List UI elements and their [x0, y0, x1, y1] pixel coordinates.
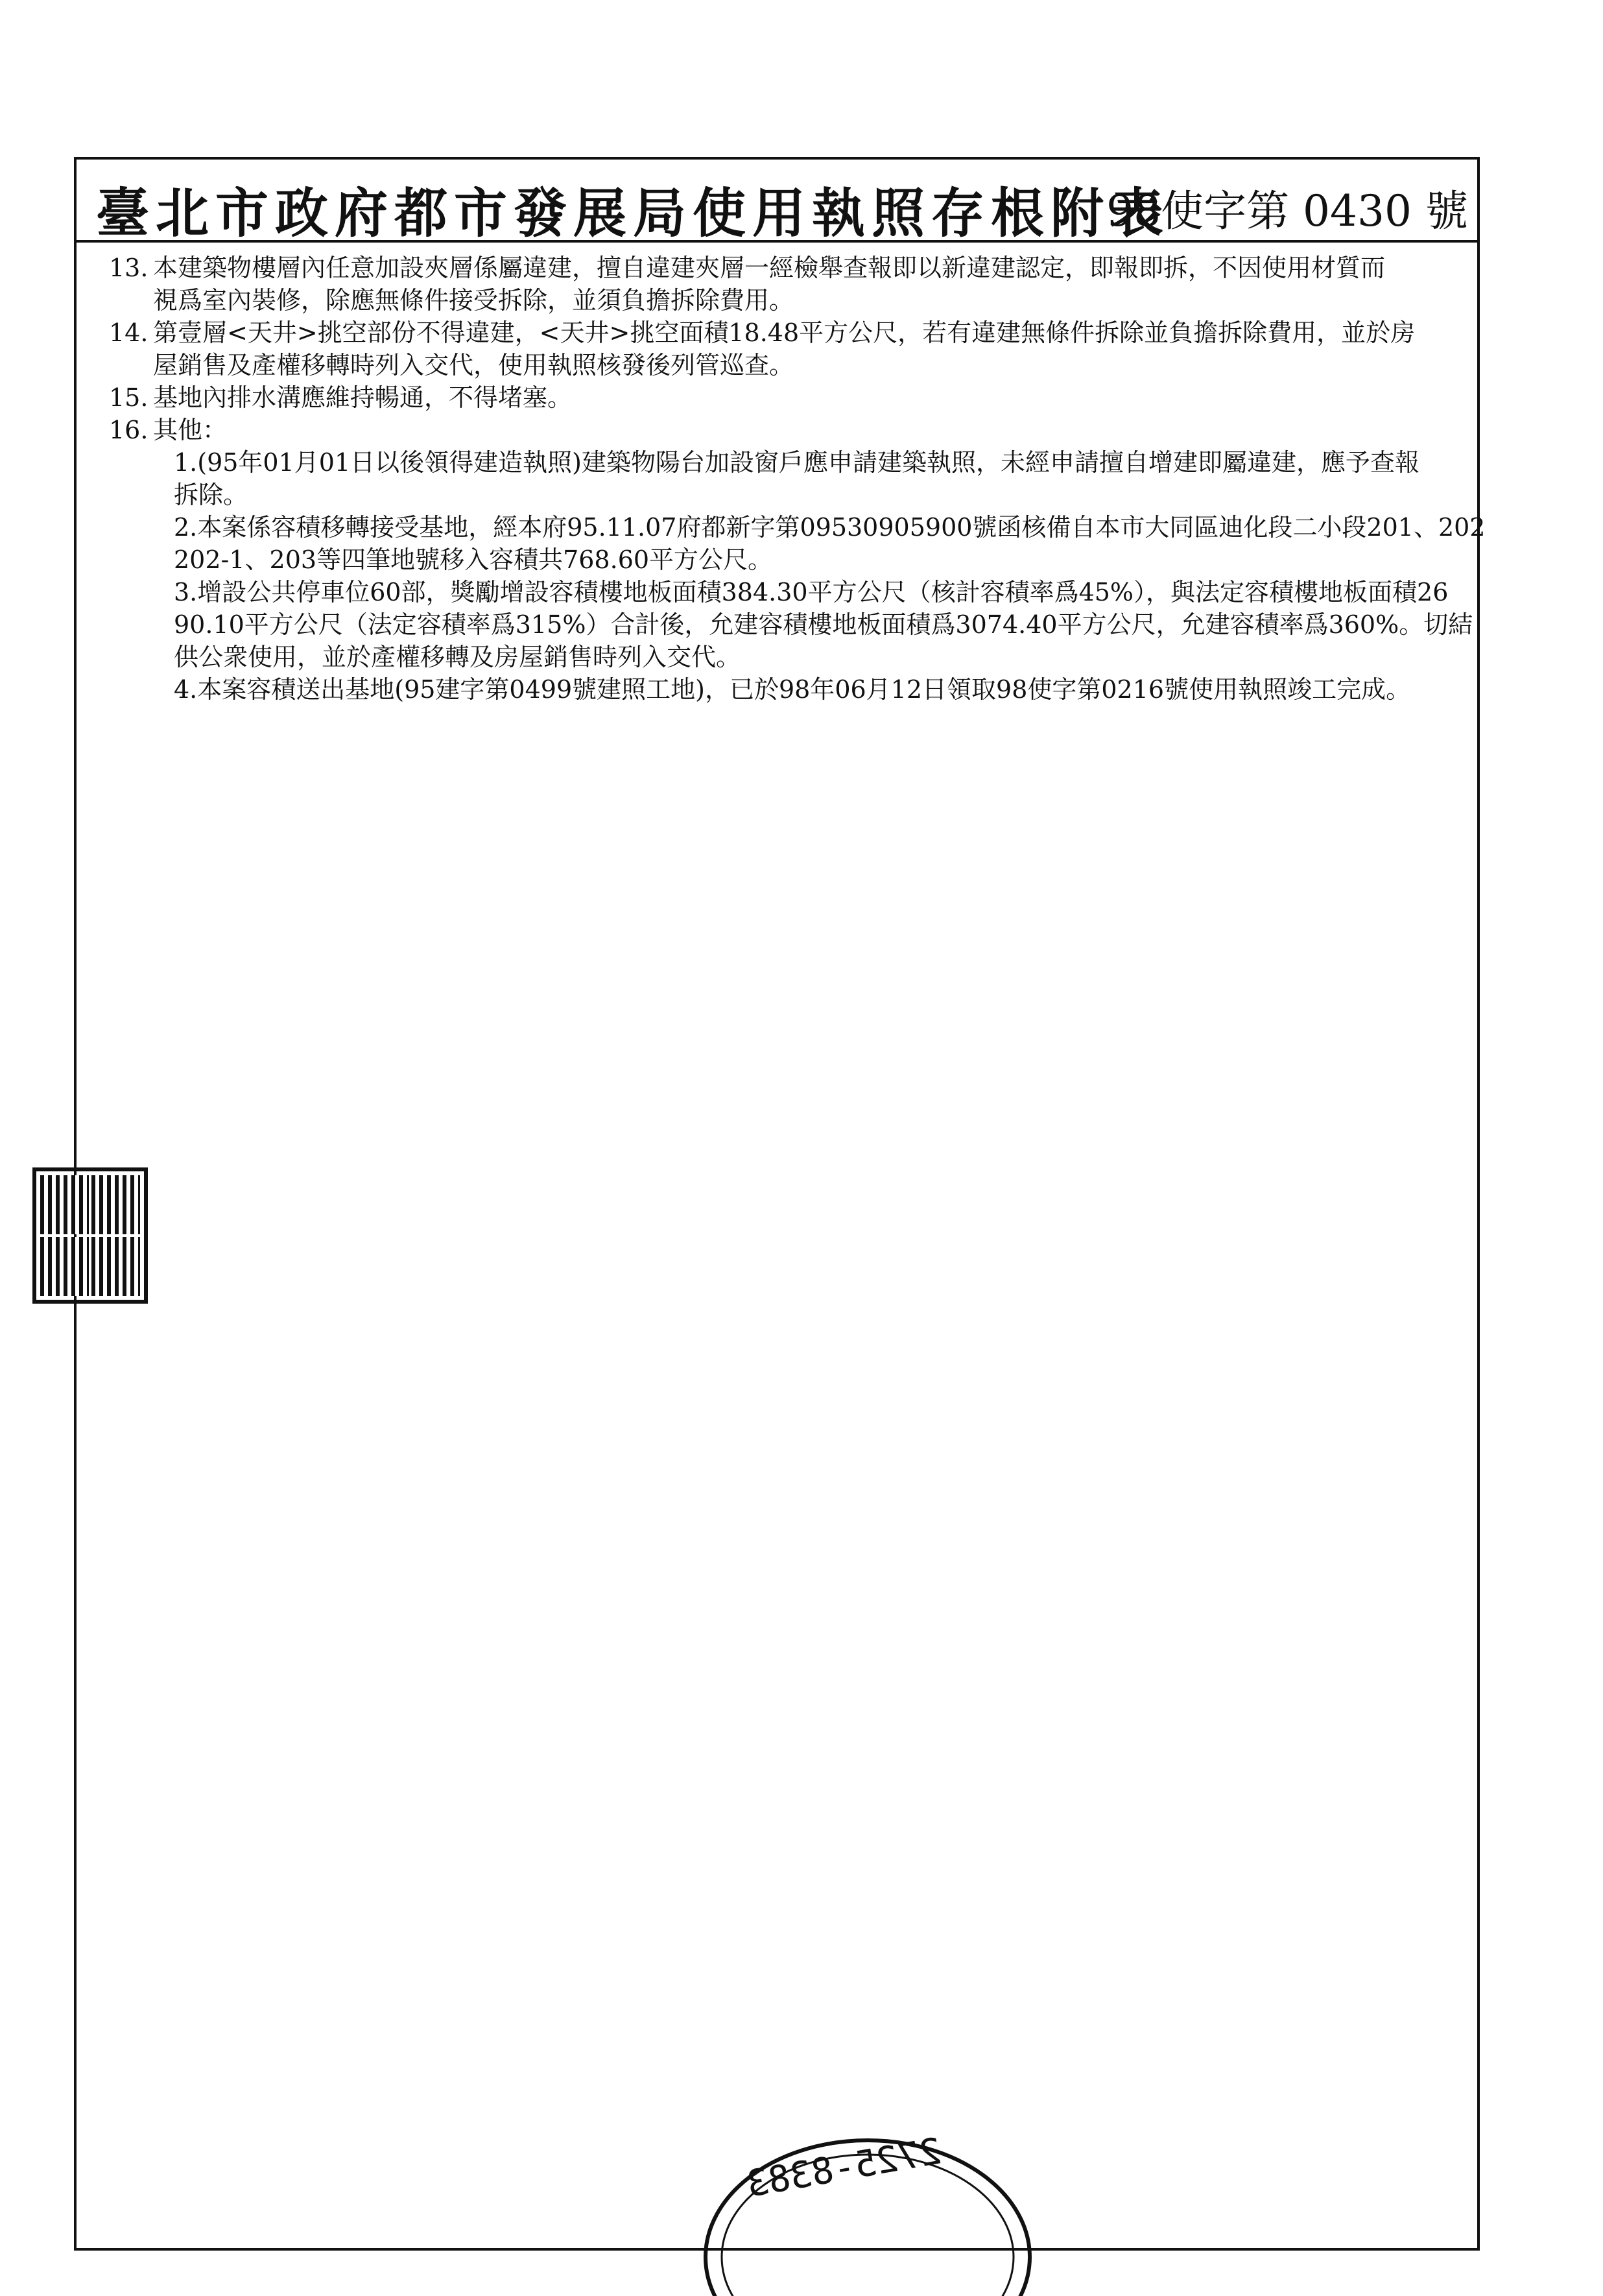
subitem-4: [174, 673, 1523, 706]
subitem-text: 4.本案容積送出基地(95建字第0499號建照工地)，已於98年06月12日領取98使字第0216號使用執照竣工完成。: [174, 675, 1411, 704]
clause-text: 基地內排水溝應維持暢通，不得堵塞。: [153, 383, 573, 412]
clause-text: 第壹層<天井>挑空部份不得違建，<天井>挑空面積18.48平方公尺，若有違建無條件拆除並負擔拆除費用，並於房: [153, 318, 1416, 347]
clause-text: 屋銷售及產權移轉時列入交代，使用執照核發後列管巡查。: [153, 351, 794, 379]
subitem-1: [174, 446, 1523, 511]
subitem-text: 202-1、203等四筆地號移入容積共768.60平方公尺。: [174, 545, 773, 574]
clause-16-subitems: [109, 446, 1523, 706]
subitem-text: 供公衆使用，並於產權移轉及房屋銷售時列入交代。: [174, 643, 741, 671]
clause-text: 其他：: [153, 416, 228, 444]
clause-15: [109, 381, 1523, 414]
clause-14: [109, 317, 1523, 381]
clause-text: 本建築物樓層內任意加設夾層係屬違建，擅自違建夾層一經檢舉查報即以新違建認定，即報即拆，不因使用材質而: [153, 254, 1386, 282]
clause-number: 16.: [109, 416, 148, 444]
seal-quadrant: [40, 1237, 89, 1296]
clause-number: 14.: [109, 318, 148, 347]
seal-quadrant: [40, 1175, 89, 1234]
subitem-text: 3.增設公共停車位60部，獎勵增設容積樓地板面積384.30平方公尺（核計容積率爲45%），與法定容積樓地板面積26: [174, 578, 1449, 606]
subitem-text: 1.(95年01月01日以後領得建造執照)建築物陽台加設窗戶應申請建築執照，未經申請擅自增建即屬違建，應予查報: [174, 448, 1419, 477]
subitem-text: 2.本案係容積移轉接受基地，經本府95.11.07府都新字第09530905900號函核備自本市大同區迪化段二小段201、202: [174, 513, 1486, 542]
seal-quadrant: [91, 1175, 140, 1234]
document-title: 臺北市政府都市發展局使用執照存根附表: [96, 182, 1170, 245]
stamp-phone-number: 2725-8383: [743, 2130, 945, 2206]
subitem-2: [174, 511, 1523, 576]
clause-number: 13.: [109, 254, 148, 282]
clause-text: 視爲室內裝修，除應無條件接受拆除，並須負擔拆除費用。: [153, 286, 794, 315]
subitem-3: [174, 576, 1523, 673]
seal-quadrant: [91, 1237, 140, 1296]
document-body: [109, 252, 1523, 706]
clause-13: [109, 252, 1523, 317]
seal-stamp-icon: [32, 1167, 148, 1304]
subitem-text: 90.10平方公尺（法定容積率爲315%）合計後，允建容積樓地板面積爲3074.40平方公尺，允建容積率爲360%。切結: [174, 610, 1473, 639]
clause-16: [109, 414, 1523, 446]
permit-number: 98使字第 0430 號: [1106, 186, 1468, 236]
subitem-text: 拆除。: [174, 481, 248, 509]
document-header: [74, 157, 1480, 243]
clause-number: 15.: [109, 383, 148, 412]
